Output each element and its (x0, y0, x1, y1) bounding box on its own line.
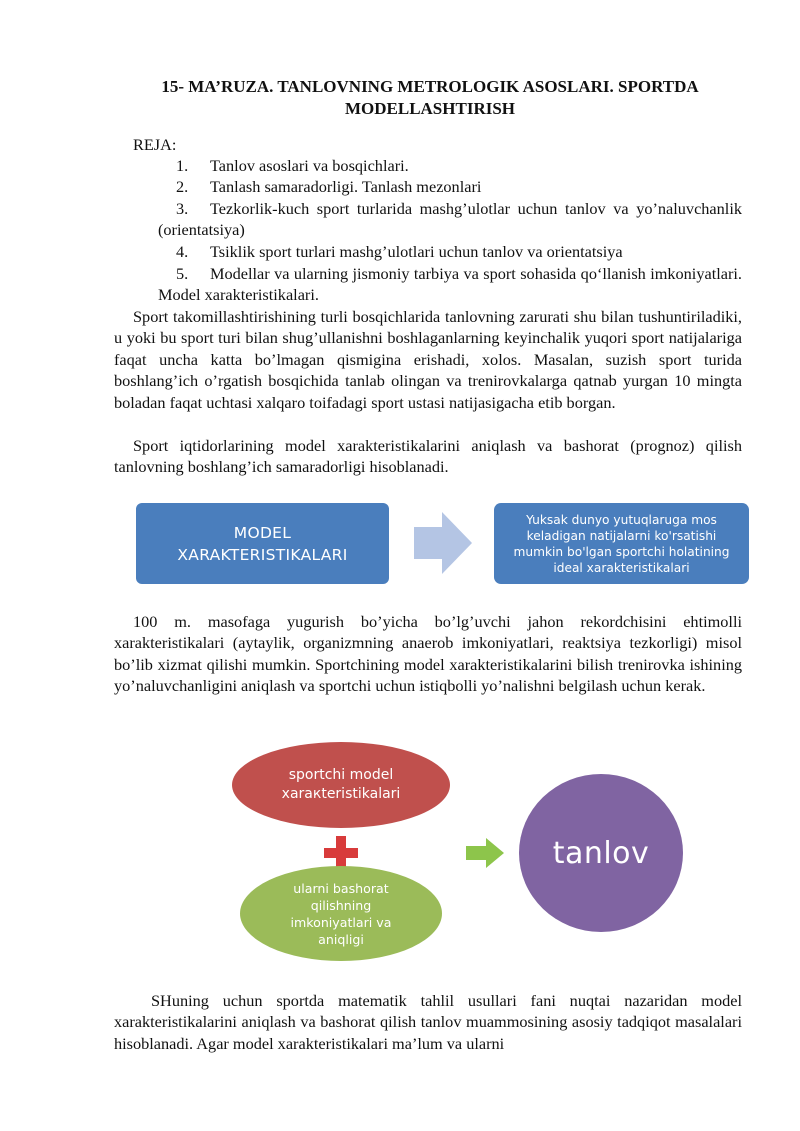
plan-item-number: 5. (176, 264, 189, 283)
plan-item-text: Tsiklik sport turlari mashg’ulotlari uchun tanlov va orientatsiya (210, 242, 623, 261)
selection-label: tanlov (552, 835, 650, 871)
ellipse-label-line: imkoniyatlari va (290, 914, 392, 930)
box-label-line: MODEL (233, 523, 292, 542)
plan-item (158, 263, 742, 306)
paragraph: Sport takomillashtirishining turli bosqichlarida tanlovning zarurati shu bilan tushuntiriladiki, u yoki bu sport turi bilan shug’ullanishni boshlaganlarning keyinchalik yuqori sport natijalariga faqat uncha katta bo’lmagan qismigina erishadi, xolos. Masalan, suzish sport turida boshlang’ich o’rgatish bosqichida tanlab olingan va trenirovkalarga qatnab yurgan 10 mingta boladan faqat uchtasi xalqaro toifadagi sport ustasi natijasigacha etib borgan. (114, 307, 742, 412)
plan-item-text: Tezkorlik-kuch sport turlarida mashg’ulotlar uchun tanlov va yo’naluvchanlik (orientatsiya) (158, 199, 742, 240)
plan-item (158, 155, 742, 176)
plan-item (158, 198, 742, 241)
box-label-line: mumkin bo'lgan sportchi holatining (513, 544, 730, 559)
ellipse-label-line: xarакteristikalari (281, 786, 401, 802)
plan-label: REJA: (133, 135, 177, 154)
plan-item-number: 4. (176, 242, 189, 261)
title-line-1: 15- MA’RUZA. TANLOVNING METROLOGIK ASOSLARI. SPORTDA (161, 77, 699, 96)
plan-item-number: 3. (176, 199, 189, 218)
plan-item (158, 176, 742, 197)
paragraph: SHuning uchun sportda matematik tahlil usullari fani nuqtai nazaridan model xarakteristikalarini aniqlash va bashorat qilish tanlov muammosining asosiy tadqiqot masalalari hisoblanadi. Agar model xarakteristikalari ma’lum va ularni (114, 991, 742, 1053)
sportsman-model-ellipse (232, 742, 450, 828)
paragraph: 100 m. masofaga yugurish bo’yicha bo’lg’uvchi jahon rekordchisini ehtimolli xarakteristikalari (aytaylik, organizmning anaerob imkoniyatlari, reaktsiya tezkorligi) misol bo’lib xizmat qilishi mumkin. Sportchining model xarakteristikalarini bilish trenirovka ishining yo’naluvchanligini aniqlash va sportchi uchun istiqbolli yo’nalishni belgilash uchun kerak. (114, 612, 742, 696)
box-label-line: XARAKTERISTIKALARI (177, 545, 348, 564)
plan-item-text: Tanlash samaradorligi. Tanlash mezonlari (210, 177, 482, 196)
ellipse-label-line: aniqligi (318, 931, 364, 947)
ellipse-label-line: qilishning (310, 897, 372, 913)
ellipse-label-line: ularni bashorat (293, 880, 389, 896)
selection-circle (519, 774, 683, 932)
paragraph: Sport iqtidorlarining model xarakteristikalarini aniqlash va bashorat (prognoz) qilish tanlovning boshlang’ich samaradorligi hisoblanadi. (114, 436, 742, 477)
plan-item-number: 1. (176, 156, 189, 175)
plus-icon (324, 836, 358, 870)
plan-item (158, 241, 742, 262)
plan-item-text: Modellar va ularning jismoniy tarbiya va sport sohasida qo‘llanish imkoniyatlari. Model xarakteristikalari. (158, 264, 742, 305)
title-line-2: MODELLASHTIRISH (344, 99, 516, 118)
box-label-line: ideal xarakteristikalari (553, 560, 690, 575)
plan-item-text: Tanlov asoslari va bosqichlari. (210, 156, 409, 175)
box-label-line: Yuksak dunyo yutuqlaruga mos (526, 512, 717, 527)
prediction-ellipse (240, 866, 442, 961)
box-label-line: keladigan natijalarni ko'rsatishi (526, 528, 717, 543)
right-arrow-icon (414, 512, 472, 574)
right-arrow-icon (466, 838, 504, 868)
ellipse-label-line: sportchi model (288, 767, 394, 783)
plan-item-number: 2. (176, 177, 189, 196)
model-characteristics-box (136, 503, 389, 584)
lecture-title (120, 76, 740, 120)
ideal-characteristics-box (494, 503, 749, 584)
